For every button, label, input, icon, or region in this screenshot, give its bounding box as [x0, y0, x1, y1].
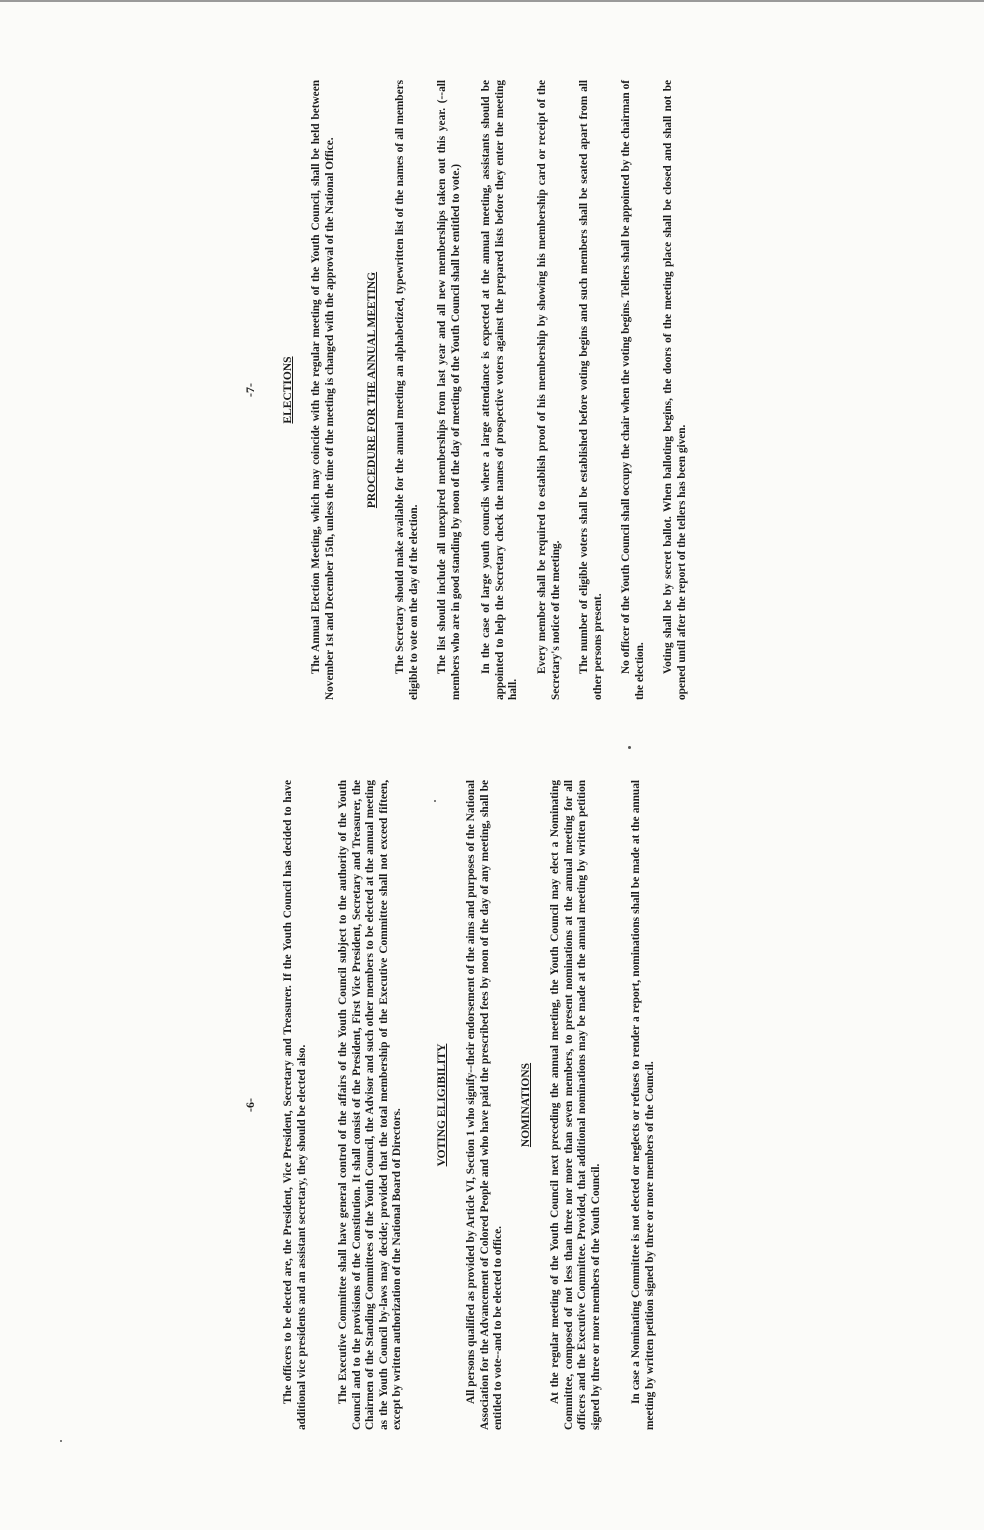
page-6 [0, 780, 984, 1430]
eligible-voters-paragraph: The number of eligible voters shall be established before voting begins and such members shall be seated apart from all other persons present. [578, 80, 604, 700]
page-7 [0, 80, 984, 700]
page-number: -6- [243, 1098, 257, 1112]
chair-officer-paragraph: No officer of the Youth Council shall occupy the chair when the voting begins. Tellers shall be appointed by the chairman of the election. [620, 80, 646, 700]
officers-paragraph: The officers to be elected are, the President, Vice President, Secretary and Treasurer. If the Youth Council has decided to have additional vice presidents and an assistant secretary, they should be elected also. [282, 780, 308, 1430]
executive-committee-paragraph: The Executive Committee shall have general control of the affairs of the Youth Council subject to the authority of the Youth Council and to the provisions of the Constitution. It shall consist of the President, First Vice President, Secretary and Treasurer, the Chairmen of the Standing Committees of the Youth Council, the Advisor and such other members to be elected at the annual meeting as the Youth Council by-laws may decide; provided that the total membership of the Executive Committee shall not exceed fifteen, except by written authorization of the National Board of Directors. [337, 780, 404, 1430]
nominations-heading: NOMINATIONS [520, 1062, 532, 1148]
membership-proof-paragraph: Every member shall be required to establish proof of his membership by showing his membership card or receipt of the Secretary's notice of the meeting. [536, 80, 562, 700]
nominating-failure-paragraph: In case a Nominating Committee is not elected or neglects or refuses to render a report, nominations shall be made at the annual meeting by written petition signed by three or more members of the Council. [630, 780, 656, 1430]
nominations-paragraph: At the regular meeting of the Youth Council next preceding the annual meeting, the Youth Council may elect a Nominating Committee, composed of not less than three nor more than seven members, to present nominations at the annual meeting for all officers and the Executive Committee. Provided, that additional nominations may be made at the annual meeting by written petition signed by three or more members of the Youth Council. [549, 780, 602, 1430]
voting-eligibility-heading: VOTING ELIGIBILITY [436, 1043, 448, 1167]
voting-eligibility-paragraph: All persons qualified as provided by Article VI, Section 1 who signify--their endorsement of the aims and purposes of the National Association for the Advancement of Colored People and who have paid the prescribed fees by noon of the day of any meeting, shall be entitled to vote--and to be elected to office. [465, 780, 505, 1430]
secret-ballot-paragraph: Voting shall be by secret ballot. When balloting begins, the doors of the meeting place shall be closed and shall not be opened until after the report of the tellers has been given. [662, 80, 688, 700]
large-councils-paragraph: In the case of large youth councils where a large attendance is expected at the annual meeting, assistants should be appointed to help the Secretary check the names of prospective voters against the prepared lists before they enter the meeting hall. [480, 80, 520, 700]
membership-list-paragraph: The list should include all unexpired memberships from last year and all new memberships taken out this year. (--all members who are in good standing by noon of the day of meeting of the Youth Council shall be entitled to vote.) [436, 80, 462, 700]
secretary-list-paragraph: The Secretary should make available for the annual meeting an alphabetized, typewritten list of the names of all members eligible to vote on the day of the election. [394, 80, 420, 700]
procedure-heading: PROCEDURE FOR THE ANNUAL MEETING [366, 271, 378, 509]
elections-heading: ELECTIONS [282, 356, 294, 424]
page-number: -7- [243, 383, 257, 397]
annual-meeting-paragraph: The Annual Election Meeting, which may coincide with the regular meeting of the Youth Council, shall be held between November 1st and December 15th, unless the time of the meeting is changed with the approval of the National Office. [310, 80, 336, 700]
